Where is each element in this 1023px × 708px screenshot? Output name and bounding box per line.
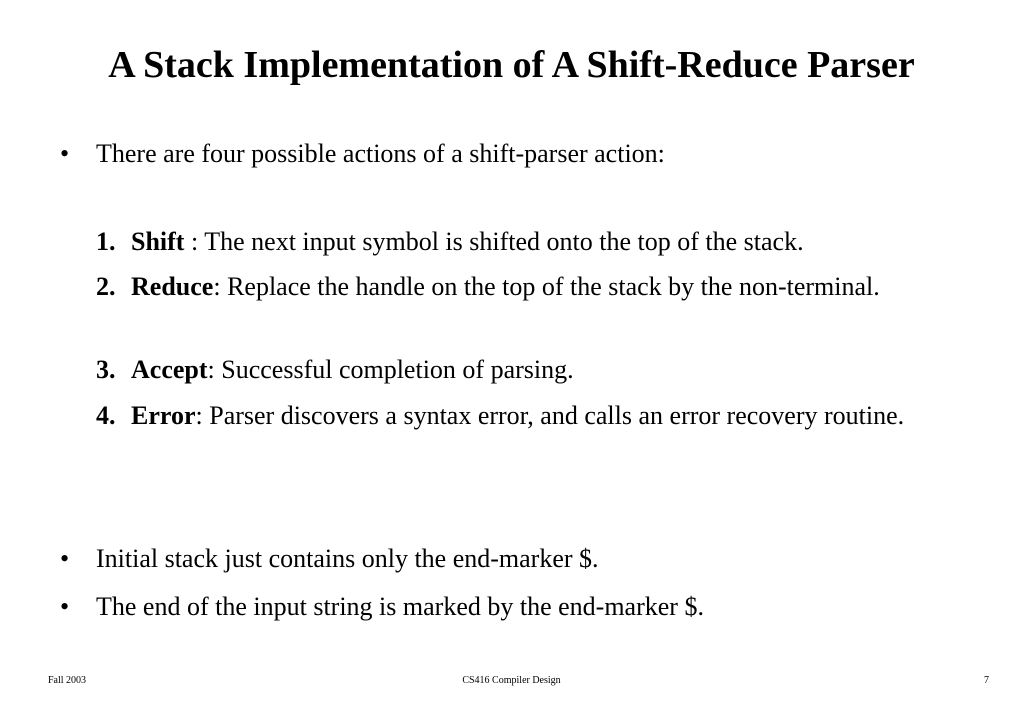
action-term: Reduce <box>131 272 214 301</box>
action-body <box>131 352 971 388</box>
action-number: 1. <box>96 227 116 256</box>
bullet-marker: • <box>60 592 70 621</box>
action-term: Error <box>131 401 196 430</box>
action-body <box>131 269 931 305</box>
action-number: 3. <box>96 355 116 384</box>
bullet-marker: • <box>60 544 70 573</box>
action-description: Replace the handle on the top of the stack by the non-terminal. <box>227 272 880 301</box>
bullet-text: The end of the input string is marked by the end-marker $. <box>96 592 704 621</box>
action-term: Accept <box>131 355 208 384</box>
action-description: The next input symbol is shifted onto the top of the stack. <box>204 227 804 256</box>
bullet-text: There are four possible actions of a shift-parser action: <box>96 139 665 168</box>
action-number: 2. <box>96 272 116 301</box>
bullet-marker: • <box>60 139 70 168</box>
footer-course: CS416 Compiler Design <box>462 675 561 686</box>
action-separator: : <box>213 272 228 301</box>
action-separator: : <box>207 355 222 384</box>
action-separator: : <box>184 227 205 256</box>
action-body <box>131 224 971 260</box>
action-number: 4. <box>96 401 116 430</box>
bullet-text: Initial stack just contains only the end-marker $. <box>96 544 599 573</box>
footer-page-number: 7 <box>984 675 989 686</box>
action-separator: : <box>195 401 210 430</box>
action-term: Shift <box>131 227 185 256</box>
slide-title: A Stack Implementation of A Shift-Reduce Parser <box>108 44 915 86</box>
action-description: Parser discovers a syntax error, and calls an error recovery routine. <box>209 401 905 430</box>
footer-date: Fall 2003 <box>48 675 87 686</box>
action-body <box>131 398 971 434</box>
action-description: Successful completion of parsing. <box>221 355 574 384</box>
